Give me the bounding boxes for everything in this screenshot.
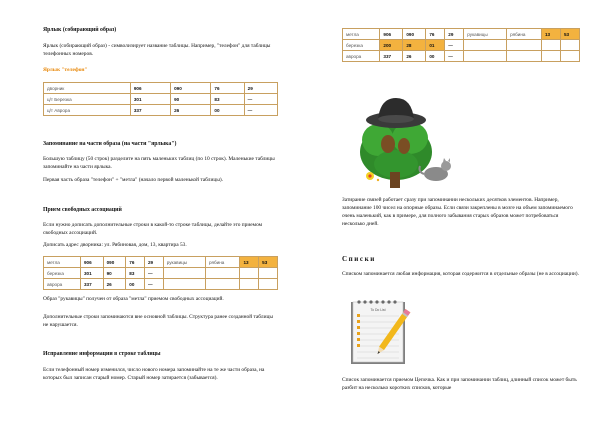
- table-cell: 301: [130, 94, 170, 105]
- section-title-associations: Прием свободных ассоциаций: [43, 207, 122, 213]
- table-cell: ц/т Березка: [44, 94, 131, 105]
- label-caption: Ярлык "телефон": [43, 67, 88, 73]
- table-cell: 906: [380, 29, 403, 40]
- table-row: [44, 279, 278, 290]
- table-cell: 00: [126, 279, 145, 290]
- table-cell: 00: [211, 105, 244, 116]
- table-cell: 76: [211, 83, 244, 94]
- table-cell: [240, 268, 259, 279]
- table-cell: —: [445, 51, 464, 62]
- table-cell: 337: [80, 279, 103, 290]
- table-cell: 29: [244, 83, 277, 94]
- table-cell: аврора: [44, 279, 81, 290]
- notepad-illustration: [347, 296, 419, 368]
- table-cell: дворник: [44, 83, 131, 94]
- table-cell: 090: [403, 29, 426, 40]
- lists-heading: Списки: [342, 255, 376, 263]
- section-title-correction: Исправление информации в строке таблицы: [43, 351, 161, 357]
- associations-description: Если нужно дописать дополнительные строки в какой-то строке таблицы, делайте это приемом свободных ассоциаций.: [43, 222, 263, 236]
- table-cell: 28: [403, 40, 426, 51]
- table-cell: [163, 268, 205, 279]
- table-cell: 29: [144, 257, 163, 268]
- section-title-label: Ярлык (собирающий образ): [43, 27, 117, 33]
- table-row: [44, 105, 278, 116]
- table-cell: ц/т Аврора: [44, 105, 131, 116]
- table-cell: березка: [44, 268, 81, 279]
- associations-example: Дописать адрес дворника: ул. Рябиновая, дом, 13, квартира 53.: [43, 242, 187, 248]
- table-cell: рябина: [507, 29, 542, 40]
- table-cell: 26: [103, 279, 126, 290]
- table-cell: 53: [259, 257, 278, 268]
- table-cell: 00: [426, 51, 445, 62]
- extended-table: [43, 256, 278, 290]
- table-cell: [542, 40, 561, 51]
- table-cell: 090: [171, 83, 211, 94]
- table-row: [343, 51, 580, 62]
- table-cell: 76: [426, 29, 445, 40]
- table-row: [343, 40, 580, 51]
- table-cell: 906: [130, 83, 170, 94]
- lists-description: Списком запоминается любая информация, которая содержится в отдельные образы (не в ассоциации).: [342, 271, 579, 277]
- table-cell: —: [144, 268, 163, 279]
- table-row: [44, 257, 278, 268]
- table-cell: [464, 40, 507, 51]
- table-row: [44, 83, 278, 94]
- table-row: [44, 94, 278, 105]
- table-cell: 29: [445, 29, 464, 40]
- table-cell: березка: [343, 40, 380, 51]
- table-cell: [507, 40, 542, 51]
- table-cell: рукавицы: [464, 29, 507, 40]
- table-cell: [163, 279, 205, 290]
- table-cell: [560, 40, 579, 51]
- correction-description: Если телефонный номер изменился, число нового номера запоминайте на те же части образа, на которых был записан старый номер. Старый номер затирается (забывается).: [43, 367, 265, 381]
- table-cell: [259, 268, 278, 279]
- parts-description: Большую таблицу (50 строк) разделите на пять маленьких таблиц (по 10 строк). Маленькие таблицы запоминайте на части ярлыка.: [43, 156, 275, 170]
- table-cell: 26: [403, 51, 426, 62]
- table-cell: 337: [130, 105, 170, 116]
- table-cell: 26: [171, 105, 211, 116]
- phone-table: [43, 82, 278, 116]
- table-cell: 83: [126, 268, 145, 279]
- label-description: Ярлык (собирающий образ) - символизирует название таблицы. Например, "телефон" для таблицы телефонных номеров.: [43, 43, 271, 57]
- table-cell: 13: [240, 257, 259, 268]
- table-cell: —: [244, 105, 277, 116]
- table-cell: —: [445, 40, 464, 51]
- table-cell: [206, 279, 240, 290]
- table-cell: метла: [343, 29, 380, 40]
- section-title-parts: Запоминание на части образа (на части "ярлыка"): [43, 141, 177, 147]
- table-cell: [464, 51, 507, 62]
- table-cell: метла: [44, 257, 81, 268]
- corrected-table: [342, 28, 580, 62]
- table-cell: 90: [103, 268, 126, 279]
- table-cell: 53: [560, 29, 579, 40]
- table-cell: 01: [426, 40, 445, 51]
- table-cell: рябина: [206, 257, 240, 268]
- table-cell: 83: [211, 94, 244, 105]
- table-cell: аврора: [343, 51, 380, 62]
- table-cell: 301: [80, 268, 103, 279]
- erasure-description: Затирание связей работает сразу при запоминании нескольких десятков элементов. Например, запоминание 100 чисел на опорные образы. Если связи закреплены в мозге на объем запоминаемого очень маленький, как в примере, для полного забывания старых образов может потребоваться несколько дней.: [342, 197, 573, 227]
- table-cell: [259, 279, 278, 290]
- table-cell: 200: [380, 40, 403, 51]
- table-row: [343, 29, 580, 40]
- table-cell: —: [144, 279, 163, 290]
- table-cell: [240, 279, 259, 290]
- table-cell: [542, 51, 561, 62]
- tree-hat-illustration: [348, 92, 458, 192]
- table-cell: 337: [380, 51, 403, 62]
- parts-first-image: Первая часть образа "телефон" + "метла" (начало первой маленькой таблицы).: [43, 177, 224, 183]
- table-cell: [507, 51, 542, 62]
- right-page: [300, 0, 600, 424]
- table-cell: 13: [542, 29, 561, 40]
- table-cell: 906: [80, 257, 103, 268]
- notepad-title: To Do List: [370, 308, 386, 312]
- associations-structure: Дополнительные строки запоминаются вне основной таблицы. Структура ранее созданной таблицы не нарушается.: [43, 314, 273, 328]
- table-cell: 90: [171, 94, 211, 105]
- table-cell: [560, 51, 579, 62]
- associations-note: Образ "рукавицы" получен от образа "метла" приемом свободных ассоциаций.: [43, 296, 224, 302]
- chain-description: Список запоминается приемом Цепочка. Как и при запоминании таблиц, длинный список может быть разбит на несколько коротких списков, которые: [342, 377, 577, 391]
- table-cell: рукавицы: [163, 257, 205, 268]
- table-cell: [206, 268, 240, 279]
- table-row: [44, 268, 278, 279]
- table-cell: —: [244, 94, 277, 105]
- table-cell: 76: [126, 257, 145, 268]
- table-cell: 090: [103, 257, 126, 268]
